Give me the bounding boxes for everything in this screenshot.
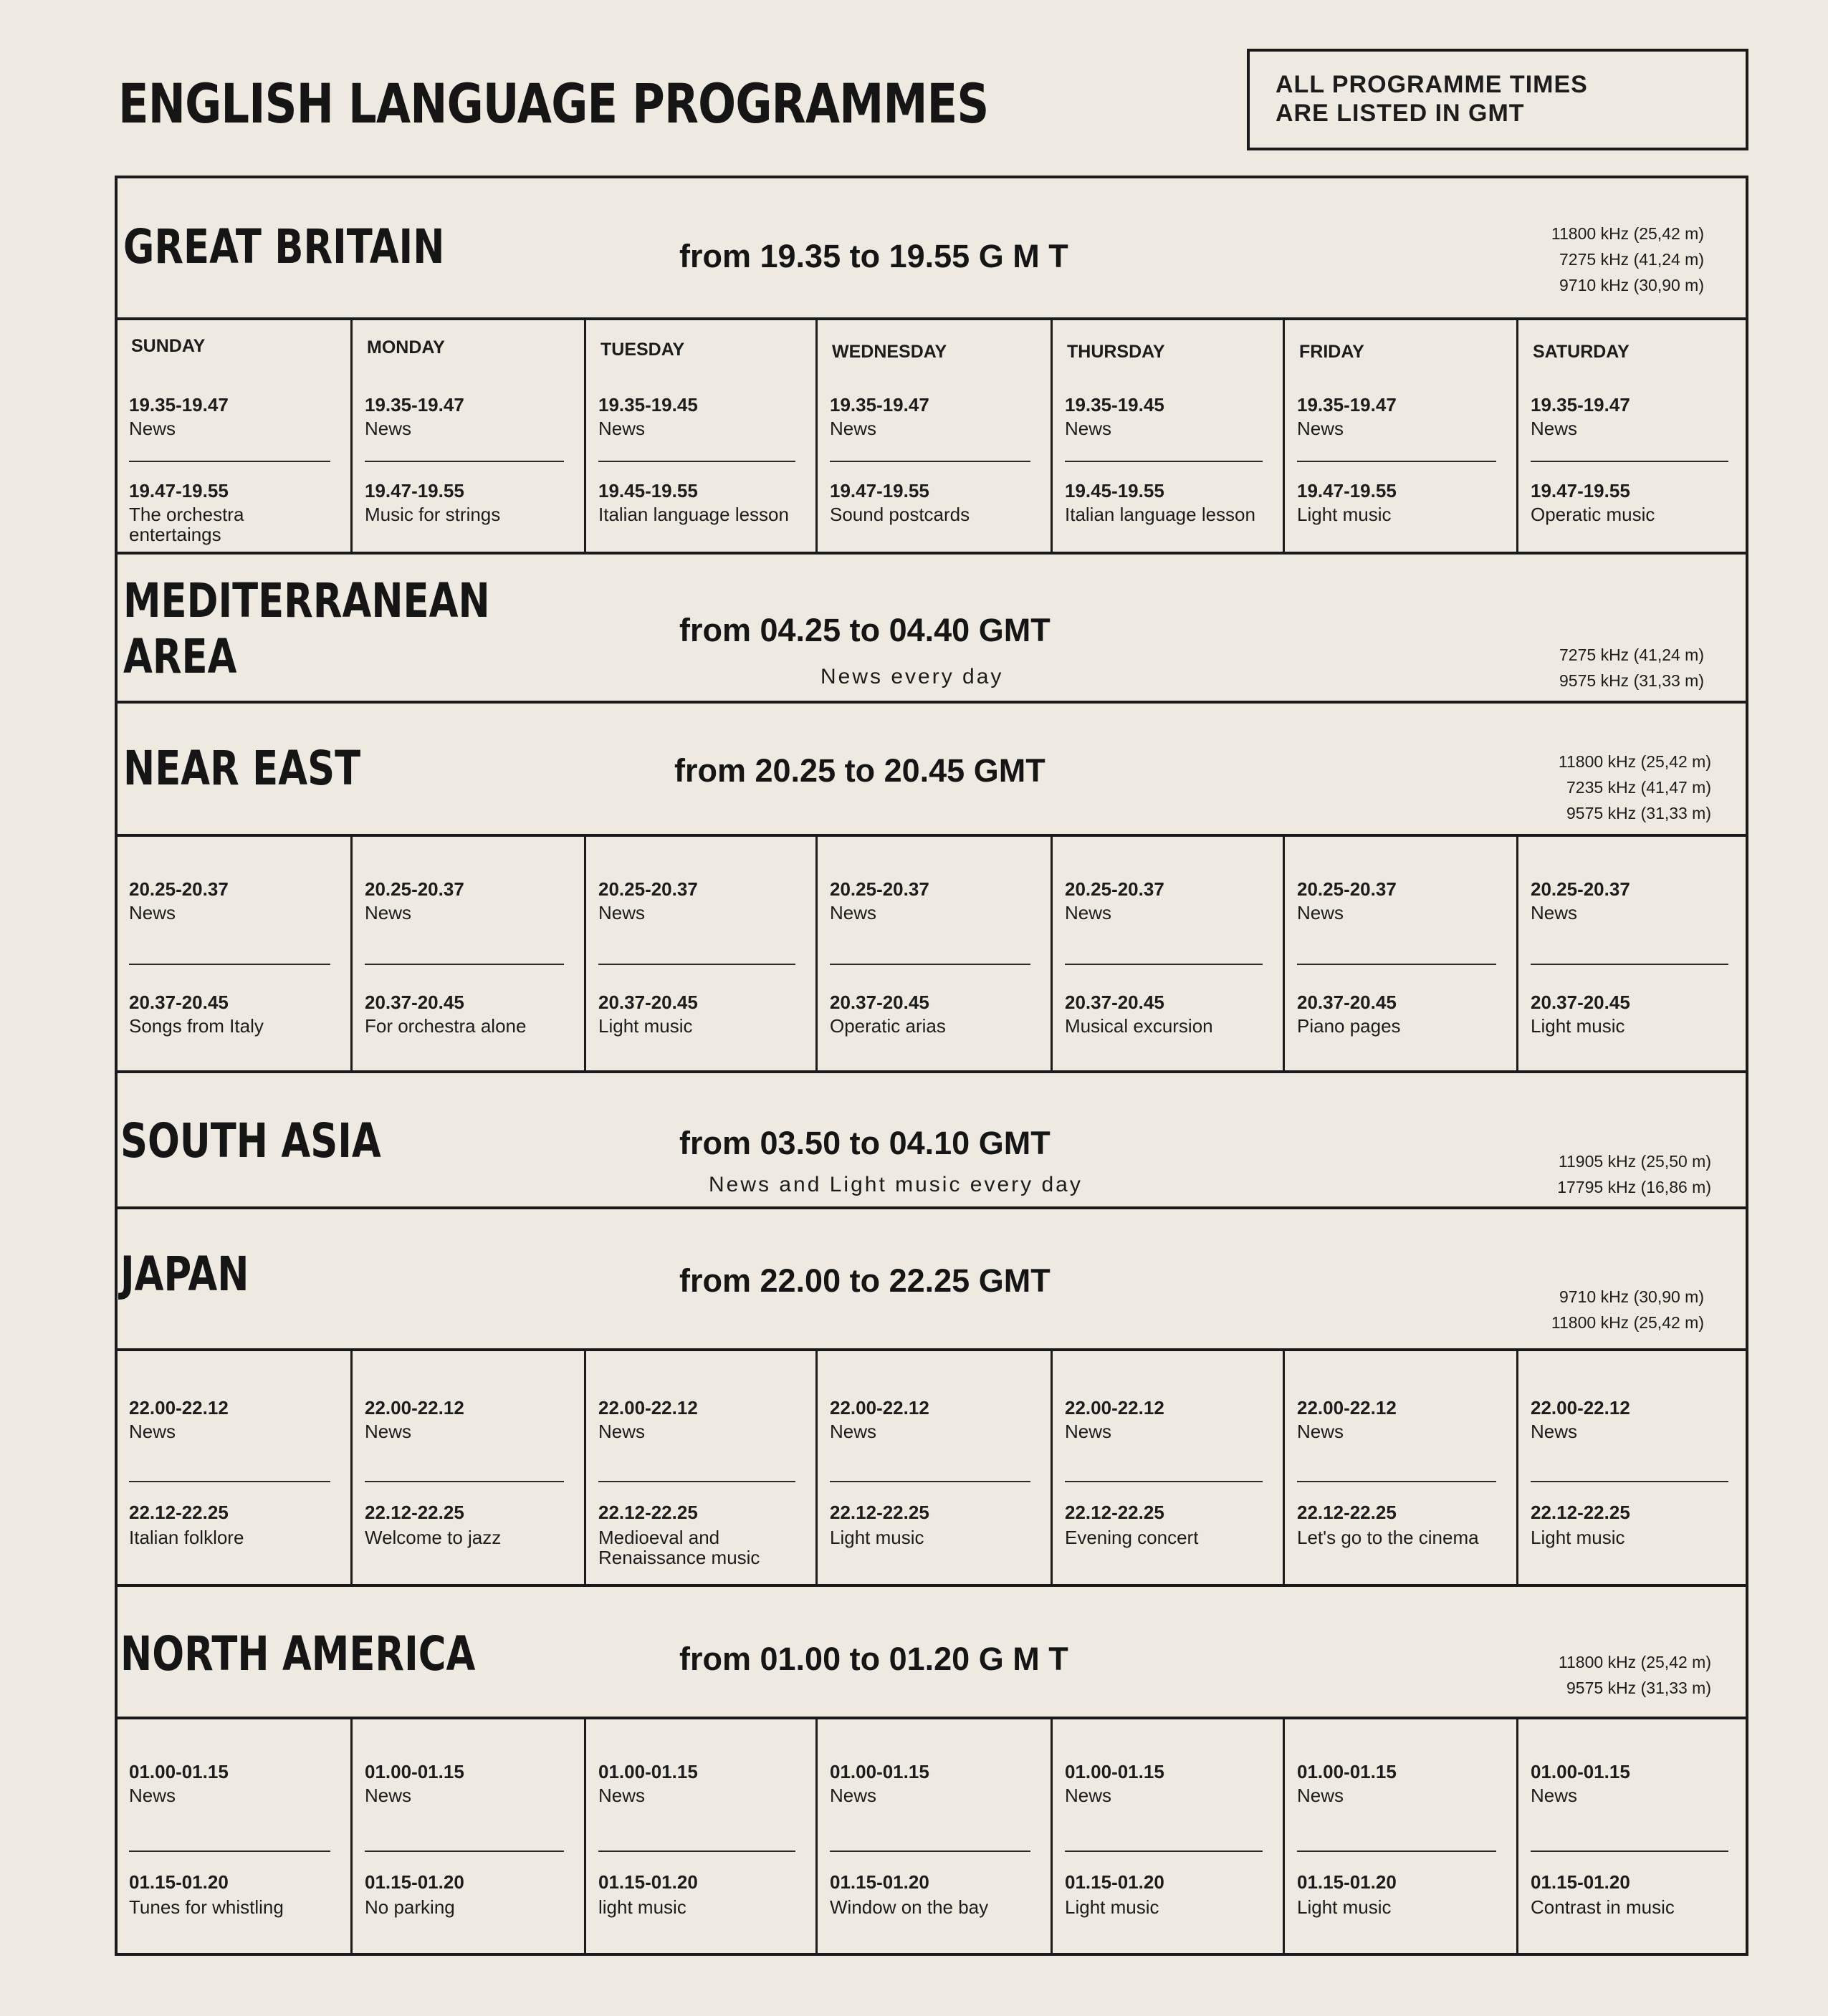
frequency: 11800 kHz (25,42 m)	[1551, 1313, 1704, 1332]
programme-title: Songs from Italy	[129, 1015, 264, 1037]
cell-separator	[365, 1851, 564, 1852]
column-divider	[1051, 1717, 1053, 1953]
region-time-south-asia: from 03.50 to 04.10 GMT	[679, 1125, 1051, 1161]
time-slot-wednesday: 19.35-19.47	[830, 394, 929, 416]
programme-title: News	[1531, 1421, 1578, 1442]
time-slot-monday: 20.37-20.45	[365, 992, 464, 1013]
programme-title: The orchestra entertaings	[129, 504, 244, 545]
cell-separator	[1065, 964, 1263, 965]
programme-title: News	[1297, 902, 1344, 923]
cell-separator	[830, 1481, 1030, 1482]
day-header-saturday: SATURDAY	[1533, 342, 1630, 362]
cell-separator	[1065, 1851, 1263, 1852]
column-divider	[350, 317, 353, 552]
time-slot-thursday: 20.25-20.37	[1065, 878, 1164, 900]
time-slot-saturday: 20.37-20.45	[1531, 992, 1630, 1013]
time-slot-tuesday: 22.12-22.25	[598, 1502, 698, 1523]
programme-title: Evening concert	[1065, 1527, 1199, 1548]
cell-separator	[1297, 461, 1496, 462]
programme-title: News	[598, 418, 646, 439]
region-name-mediterranean: MEDITERRANEAN	[123, 573, 490, 628]
programme-title: Light music	[1065, 1896, 1159, 1918]
time-slot-tuesday: 20.25-20.37	[598, 878, 698, 900]
time-slot-thursday: 22.12-22.25	[1065, 1502, 1164, 1523]
column-divider	[1283, 1717, 1285, 1953]
cell-separator	[129, 1481, 330, 1482]
time-slot-sunday: 20.25-20.37	[129, 878, 229, 900]
column-divider	[1283, 834, 1285, 1070]
region-name-japan: JAPAN	[120, 1247, 249, 1302]
cell-separator	[1531, 1851, 1728, 1852]
time-slot-thursday: 22.00-22.12	[1065, 1397, 1164, 1419]
frequency: 9575 kHz (31,33 m)	[1559, 671, 1704, 690]
time-slot-thursday: 01.00-01.15	[1065, 1761, 1164, 1782]
time-slot-saturday: 22.00-22.12	[1531, 1397, 1630, 1419]
time-slot-saturday: 01.15-01.20	[1531, 1871, 1630, 1893]
region-name-north-america: NORTH AMERICA	[120, 1626, 476, 1681]
time-slot-friday: 19.47-19.55	[1297, 480, 1397, 501]
programme-title: Light music	[598, 1015, 693, 1037]
time-slot-saturday: 19.35-19.47	[1531, 394, 1630, 416]
programme-title: News	[1065, 1421, 1112, 1442]
frequency: 7275 kHz (41,24 m)	[1559, 250, 1704, 269]
time-slot-monday: 22.12-22.25	[365, 1502, 464, 1523]
time-slot-monday: 22.00-22.12	[365, 1397, 464, 1419]
time-slot-monday: 19.47-19.55	[365, 480, 464, 501]
cell-separator	[598, 964, 795, 965]
time-slot-tuesday: 20.37-20.45	[598, 992, 698, 1013]
programme-title: News	[1065, 1785, 1112, 1806]
cell-separator	[1531, 1481, 1728, 1482]
cell-separator	[1065, 1481, 1263, 1482]
region-name-near-east: NEAR EAST	[123, 741, 361, 796]
time-slot-friday: 22.00-22.12	[1297, 1397, 1397, 1419]
programme-title: News	[598, 1421, 646, 1442]
row-divider	[115, 1717, 1748, 1719]
cell-separator	[129, 1851, 330, 1852]
cell-separator	[598, 1851, 795, 1852]
gmt-notice-line: ALL PROGRAMME TIMES	[1276, 71, 1588, 98]
day-header-wednesday: WEDNESDAY	[832, 342, 947, 362]
programme-title: Operatic arias	[830, 1015, 946, 1037]
column-divider	[1516, 317, 1518, 552]
region-time-great-britain: from 19.35 to 19.55 G M T	[679, 238, 1068, 274]
column-divider	[815, 1717, 818, 1953]
programme-title: News	[830, 418, 877, 439]
time-slot-tuesday: 19.35-19.45	[598, 394, 698, 416]
column-divider	[584, 317, 586, 552]
programme-title: Italian folklore	[129, 1527, 244, 1548]
freq-list-japan	[1403, 1284, 1704, 1335]
time-slot-thursday: 19.45-19.55	[1065, 480, 1164, 501]
programme-title: News	[1531, 418, 1578, 439]
region-time-mediterranean: from 04.25 to 04.40 GMT	[679, 612, 1051, 648]
day-header-tuesday: TUESDAY	[600, 340, 685, 360]
programme-title: light music	[598, 1896, 686, 1918]
frequency: 9575 kHz (31,33 m)	[1566, 804, 1711, 822]
region-time-japan: from 22.00 to 22.25 GMT	[679, 1262, 1051, 1299]
frequency: 9710 kHz (30,90 m)	[1559, 1287, 1704, 1306]
day-header-thursday: THURSDAY	[1067, 342, 1165, 362]
programme-title: Music for strings	[365, 504, 501, 525]
programme-title: No parking	[365, 1896, 455, 1918]
time-slot-monday: 19.35-19.47	[365, 394, 464, 416]
cell-separator	[365, 964, 564, 965]
programme-title: Light music	[1297, 504, 1392, 525]
frequency: 7275 kHz (41,24 m)	[1559, 645, 1704, 664]
cell-separator	[365, 461, 564, 462]
programme-title: Tunes for whistling	[129, 1896, 284, 1918]
time-slot-friday: 01.00-01.15	[1297, 1761, 1397, 1782]
time-slot-wednesday: 01.15-01.20	[830, 1871, 929, 1893]
programme-title: News	[830, 902, 877, 923]
cell-separator	[365, 1481, 564, 1482]
frequency: 9575 kHz (31,33 m)	[1566, 1679, 1711, 1697]
time-slot-sunday: 20.37-20.45	[129, 992, 229, 1013]
row-divider	[115, 1206, 1748, 1209]
row-divider	[115, 1070, 1748, 1073]
programme-title: Let's go to the cinema	[1297, 1527, 1479, 1548]
programme-title: Piano pages	[1297, 1015, 1401, 1037]
programme-title: Light music	[1531, 1015, 1625, 1037]
column-divider	[1283, 1348, 1285, 1584]
time-slot-wednesday: 19.47-19.55	[830, 480, 929, 501]
frequency: 11800 kHz (25,42 m)	[1558, 1653, 1711, 1671]
day-header-monday: MONDAY	[367, 337, 445, 357]
programme-title: Musical excursion	[1065, 1015, 1213, 1037]
column-divider	[815, 834, 818, 1070]
region-note-south-asia: News and Light music every day	[709, 1173, 1083, 1196]
programme-title: News	[129, 1785, 176, 1806]
cell-separator	[1297, 1851, 1496, 1852]
freq-list-south-asia	[1410, 1148, 1711, 1200]
freq-list-great-britain	[1403, 221, 1704, 298]
programme-title: News	[1065, 902, 1112, 923]
time-slot-thursday: 20.37-20.45	[1065, 992, 1164, 1013]
time-slot-tuesday: 19.45-19.55	[598, 480, 698, 501]
time-slot-sunday: 01.00-01.15	[129, 1761, 229, 1782]
column-divider	[350, 1717, 353, 1953]
programme-title: News	[1297, 418, 1344, 439]
cell-separator	[129, 964, 330, 965]
time-slot-sunday: 19.35-19.47	[129, 394, 229, 416]
programme-title: Sound postcards	[830, 504, 970, 525]
gmt-notice-box	[1247, 49, 1748, 150]
time-slot-saturday: 20.25-20.37	[1531, 878, 1630, 900]
time-slot-friday: 22.12-22.25	[1297, 1502, 1397, 1523]
row-divider	[115, 834, 1748, 837]
programme-title: News	[1297, 1421, 1344, 1442]
freq-list-near-east	[1410, 749, 1711, 826]
time-slot-sunday: 01.15-01.20	[129, 1871, 229, 1893]
row-divider	[115, 552, 1748, 555]
programme-title: News	[830, 1421, 877, 1442]
frequency: 11800 kHz (25,42 m)	[1558, 752, 1711, 771]
cell-separator	[1297, 1481, 1496, 1482]
freq-list-north-america	[1410, 1649, 1711, 1701]
row-divider	[115, 1348, 1748, 1351]
programme-title: News	[598, 902, 646, 923]
cell-separator	[598, 461, 795, 462]
programme-title: Italian language lesson	[598, 504, 789, 525]
column-divider	[1283, 317, 1285, 552]
frequency: 17795 kHz (16,86 m)	[1557, 1178, 1711, 1196]
time-slot-tuesday: 22.00-22.12	[598, 1397, 698, 1419]
column-divider	[584, 834, 586, 1070]
programme-title: News	[830, 1785, 877, 1806]
column-divider	[1516, 1348, 1518, 1584]
column-divider	[1051, 834, 1053, 1070]
time-slot-saturday: 19.47-19.55	[1531, 480, 1630, 501]
programme-title: Light music	[1531, 1527, 1625, 1548]
programme-title: News	[365, 1785, 412, 1806]
column-divider	[1051, 1348, 1053, 1584]
programme-title: Window on the bay	[830, 1896, 989, 1918]
cell-separator	[598, 1481, 795, 1482]
programme-title: News	[129, 1421, 176, 1442]
programme-title: News	[598, 1785, 646, 1806]
programme-title: Welcome to jazz	[365, 1527, 502, 1548]
time-slot-wednesday: 20.25-20.37	[830, 878, 929, 900]
cell-separator	[1297, 964, 1496, 965]
frequency: 7235 kHz (41,47 m)	[1566, 778, 1711, 797]
column-divider	[1051, 317, 1053, 552]
cell-separator	[1531, 964, 1728, 965]
time-slot-sunday: 22.12-22.25	[129, 1502, 229, 1523]
programme-title: News	[1531, 1785, 1578, 1806]
region-name-south-asia: SOUTH ASIA	[120, 1113, 381, 1168]
programme-title: News	[129, 418, 176, 439]
freq-list-mediterranean	[1403, 642, 1704, 693]
programme-title: News	[365, 902, 412, 923]
column-divider	[1516, 834, 1518, 1070]
programme-title: Italian language lesson	[1065, 504, 1255, 525]
time-slot-friday: 20.25-20.37	[1297, 878, 1397, 900]
programme-title: News	[365, 418, 412, 439]
region-time-near-east: from 20.25 to 20.45 GMT	[674, 752, 1045, 789]
frequency: 9710 kHz (30,90 m)	[1559, 276, 1704, 294]
page-title: ENGLISH LANGUAGE PROGRAMMES	[118, 72, 989, 135]
row-divider	[115, 317, 1748, 320]
cell-separator	[1531, 461, 1728, 462]
time-slot-saturday: 22.12-22.25	[1531, 1502, 1630, 1523]
cell-separator	[830, 964, 1030, 965]
time-slot-wednesday: 01.00-01.15	[830, 1761, 929, 1782]
column-divider	[584, 1348, 586, 1584]
programme-title: Operatic music	[1531, 504, 1655, 525]
time-slot-thursday: 01.15-01.20	[1065, 1871, 1164, 1893]
programme-title: News	[129, 902, 176, 923]
column-divider	[350, 834, 353, 1070]
cell-separator	[1065, 461, 1263, 462]
programme-title: News	[365, 1421, 412, 1442]
time-slot-monday: 01.00-01.15	[365, 1761, 464, 1782]
frequency: 11905 kHz (25,50 m)	[1558, 1152, 1711, 1171]
programme-title: Light music	[1297, 1896, 1392, 1918]
column-divider	[584, 1717, 586, 1953]
time-slot-wednesday: 22.12-22.25	[830, 1502, 929, 1523]
programme-title: News	[1531, 902, 1578, 923]
programme-title: Light music	[830, 1527, 924, 1548]
column-divider	[1516, 1717, 1518, 1953]
region-time-north-america: from 01.00 to 01.20 G M T	[679, 1641, 1068, 1677]
programme-title: Contrast in music	[1531, 1896, 1675, 1918]
time-slot-friday: 20.37-20.45	[1297, 992, 1397, 1013]
programme-title: For orchestra alone	[365, 1015, 527, 1037]
day-header-sunday: SUNDAY	[131, 336, 206, 356]
frequency: 11800 kHz (25,42 m)	[1551, 224, 1704, 243]
cell-separator	[830, 461, 1030, 462]
programme-title: News	[1297, 1785, 1344, 1806]
time-slot-monday: 01.15-01.20	[365, 1871, 464, 1893]
time-slot-wednesday: 20.37-20.45	[830, 992, 929, 1013]
column-divider	[350, 1348, 353, 1584]
cell-separator	[830, 1851, 1030, 1852]
time-slot-tuesday: 01.00-01.15	[598, 1761, 698, 1782]
row-divider	[115, 701, 1748, 704]
time-slot-saturday: 01.00-01.15	[1531, 1761, 1630, 1782]
time-slot-tuesday: 01.15-01.20	[598, 1871, 698, 1893]
region-name-great-britain: GREAT BRITAIN	[123, 219, 445, 274]
day-header-friday: FRIDAY	[1299, 342, 1364, 362]
row-divider	[115, 1584, 1748, 1587]
programme-title: Medioeval and Renaissance music	[598, 1527, 760, 1568]
time-slot-friday: 19.35-19.47	[1297, 394, 1397, 416]
time-slot-friday: 01.15-01.20	[1297, 1871, 1397, 1893]
region-note-mediterranean: News every day	[820, 665, 1004, 688]
gmt-notice-line: ARE LISTED IN GMT	[1276, 100, 1525, 127]
region-name-mediterranean-line2: AREA	[123, 629, 237, 684]
time-slot-monday: 20.25-20.37	[365, 878, 464, 900]
column-divider	[815, 317, 818, 552]
column-divider	[815, 1348, 818, 1584]
cell-separator	[129, 461, 330, 462]
programme-title: News	[1065, 418, 1112, 439]
time-slot-wednesday: 22.00-22.12	[830, 1397, 929, 1419]
time-slot-sunday: 22.00-22.12	[129, 1397, 229, 1419]
time-slot-thursday: 19.35-19.45	[1065, 394, 1164, 416]
time-slot-sunday: 19.47-19.55	[129, 480, 229, 501]
